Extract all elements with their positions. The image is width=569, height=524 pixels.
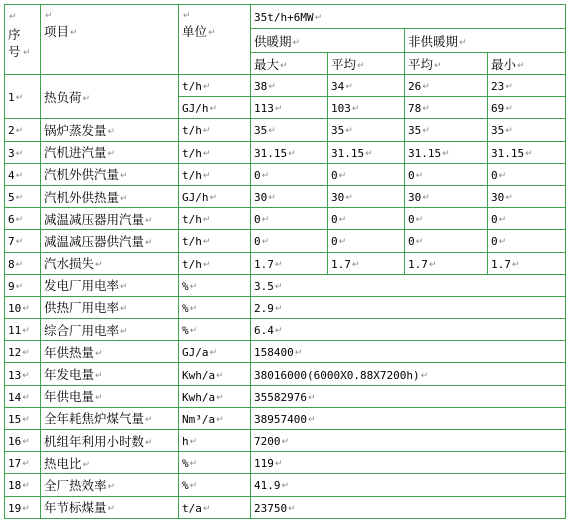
- row-item: 发电厂用电率: [44, 278, 120, 294]
- row-number-cell: 19↵: [5, 496, 41, 518]
- row-item-cell: 锅炉蒸发量↵: [41, 119, 179, 141]
- row-value-cell: 35↵: [251, 119, 328, 141]
- header-non-heating-period: 非供暖期↵: [405, 29, 566, 53]
- row-item-cell: 热负荷↵: [41, 75, 179, 119]
- row-item: 汽机进汽量: [44, 145, 107, 161]
- table-row: [5, 430, 566, 452]
- row-unit: Nm³/a: [182, 412, 216, 426]
- row-item: 减温减压器供汽量: [44, 233, 145, 249]
- row-item: 年节标煤量: [44, 500, 107, 516]
- row-unit-cell: Kwh/a↵: [179, 363, 251, 385]
- row-unit-cell: t/a↵: [179, 496, 251, 518]
- row-value: 6.4: [254, 324, 274, 338]
- row-unit: t/h: [182, 213, 202, 227]
- row-item-cell: 年供热量↵: [41, 341, 179, 363]
- row-unit-cell: %↵: [179, 274, 251, 296]
- row-unit-cell: t/h↵: [179, 119, 251, 141]
- row-value-cell: 41.9↵: [251, 474, 566, 496]
- header-seq: ↵ 序号 ↵: [5, 5, 41, 75]
- row-value-cell: 103↵: [328, 97, 405, 119]
- row-unit: %: [182, 301, 189, 315]
- row-value-cell: 1.7↵: [251, 252, 328, 274]
- row-value-cell: 0↵: [488, 163, 566, 185]
- row-unit: t/h: [182, 168, 202, 182]
- heating-period-label: 供暖期: [254, 33, 292, 49]
- row-value-cell: 31.15↵: [488, 141, 566, 163]
- row-value: 41.9: [254, 479, 281, 493]
- row-value-cell: 38↵: [251, 75, 328, 97]
- row-item: 热负荷: [44, 89, 82, 105]
- row-unit-cell: GJ/a↵: [179, 341, 251, 363]
- row-unit-cell: t/h↵: [179, 75, 251, 97]
- row-unit: %: [182, 457, 189, 471]
- row-value: 103: [331, 102, 351, 116]
- row-item-cell: 汽机进汽量↵: [41, 141, 179, 163]
- row-unit: GJ/h: [182, 191, 209, 205]
- row-item-cell: 综合厂用电率↵: [41, 319, 179, 341]
- row-value: 1.7: [491, 257, 511, 271]
- row-number: 3: [8, 146, 15, 160]
- row-unit: t/a: [182, 501, 202, 515]
- row-value-cell: 38016000(6000X0.88X7200h)↵: [251, 363, 566, 385]
- row-unit: Kwh/a: [182, 368, 216, 382]
- row-item: 供热厂用电率: [44, 300, 120, 316]
- row-item: 年供电量: [44, 389, 95, 405]
- row-number: 18: [8, 479, 22, 493]
- row-value: 35: [491, 124, 505, 138]
- table-row: [5, 452, 566, 474]
- row-value: 1.7: [331, 257, 351, 271]
- header-group-text: 35t/h+6MW: [254, 11, 314, 24]
- table-row: [5, 385, 566, 407]
- row-number-cell: 16↵: [5, 430, 41, 452]
- row-unit-cell: GJ/h↵: [179, 185, 251, 207]
- row-value: 0: [331, 213, 338, 227]
- row-value-cell: 0↵: [405, 230, 488, 252]
- header-heating-period: 供暖期↵: [251, 29, 405, 53]
- header-seq-text: 序号: [8, 27, 21, 59]
- table-row: [5, 230, 566, 252]
- row-unit-cell: Nm³/a↵: [179, 407, 251, 429]
- row-value: 35582976: [254, 390, 307, 404]
- row-number-cell: 13↵: [5, 363, 41, 385]
- row-value: 0: [331, 168, 338, 182]
- row-number-cell: 11↵: [5, 319, 41, 341]
- row-item-cell: 汽机外供汽量↵: [41, 163, 179, 185]
- row-number: 6: [8, 213, 15, 227]
- header-unit-text: 单位: [182, 24, 208, 39]
- row-value: 0: [254, 168, 261, 182]
- table-row: [5, 274, 566, 296]
- row-number-cell: 2↵: [5, 119, 41, 141]
- row-item: 汽水损失: [44, 256, 95, 272]
- row-value-cell: 2.9↵: [251, 296, 566, 318]
- row-value-cell: 35↵: [328, 119, 405, 141]
- table-row: [5, 496, 566, 518]
- row-number-cell: 6↵: [5, 208, 41, 230]
- row-value: 23: [491, 80, 505, 94]
- row-value-cell: 3.5↵: [251, 274, 566, 296]
- row-value-cell: 35↵: [405, 119, 488, 141]
- row-number: 15: [8, 412, 22, 426]
- row-value: 35: [331, 124, 345, 138]
- row-unit: %: [182, 324, 189, 338]
- row-number-cell: 5↵: [5, 185, 41, 207]
- row-unit: t/h: [182, 146, 202, 160]
- row-value-cell: 119↵: [251, 452, 566, 474]
- row-item-cell: 汽水损失↵: [41, 252, 179, 274]
- table-row: [5, 474, 566, 496]
- row-value: 26: [408, 80, 422, 94]
- row-number-cell: 4↵: [5, 163, 41, 185]
- table-row: [5, 341, 566, 363]
- row-value: 30: [254, 191, 268, 205]
- row-value-cell: 31.15↵: [405, 141, 488, 163]
- row-value-cell: 78↵: [405, 97, 488, 119]
- row-value: 0: [491, 235, 498, 249]
- row-item: 热电比: [44, 455, 82, 471]
- row-unit: t/h: [182, 124, 202, 138]
- row-value: 0: [408, 213, 415, 227]
- row-value: 0: [408, 168, 415, 182]
- row-item: 全年耗焦炉煤气量: [44, 411, 145, 427]
- row-value-cell: 0↵: [251, 230, 328, 252]
- row-unit: h: [182, 435, 189, 449]
- row-value-cell: 23↵: [488, 75, 566, 97]
- row-unit: %: [182, 279, 189, 293]
- row-item-cell: 汽机外供热量↵: [41, 185, 179, 207]
- row-unit: GJ/a: [182, 346, 209, 360]
- row-value: 0: [331, 235, 338, 249]
- row-value: 34: [331, 80, 345, 94]
- avg-label: 平均: [331, 56, 357, 72]
- row-number: 9: [8, 279, 15, 293]
- table-row: [5, 363, 566, 385]
- non-heating-period-label: 非供暖期: [408, 33, 459, 49]
- row-value: 0: [254, 213, 261, 227]
- row-value-cell: 0↵: [328, 208, 405, 230]
- row-unit-cell: %↵: [179, 296, 251, 318]
- row-number: 4: [8, 168, 15, 182]
- avg2-label: 平均: [408, 56, 434, 72]
- header-max: 最大↵: [251, 53, 328, 75]
- row-value: 30: [331, 191, 345, 205]
- header-group: 35t/h+6MW↵: [251, 5, 566, 29]
- max-label: 最大: [254, 56, 280, 72]
- row-unit-cell: %↵: [179, 452, 251, 474]
- row-number: 5: [8, 191, 15, 205]
- row-number-cell: 1↵: [5, 75, 41, 119]
- header-avg: 平均↵: [328, 53, 405, 75]
- row-unit-cell: GJ/h↵: [179, 97, 251, 119]
- row-unit-cell: t/h↵: [179, 230, 251, 252]
- row-value: 38: [254, 80, 268, 94]
- row-value: 30: [491, 191, 505, 205]
- row-item-cell: 供热厂用电率↵: [41, 296, 179, 318]
- row-value: 0: [254, 235, 261, 249]
- row-value-cell: 1.7↵: [488, 252, 566, 274]
- row-value-cell: 38957400↵: [251, 407, 566, 429]
- row-item: 综合厂用电率: [44, 322, 120, 338]
- row-number: 10: [8, 301, 22, 315]
- row-value-cell: 0↵: [488, 230, 566, 252]
- row-item: 减温减压器用汽量: [44, 211, 145, 227]
- row-number-cell: 15↵: [5, 407, 41, 429]
- row-value: 38016000(6000X0.88X7200h): [254, 368, 420, 382]
- table-row: [5, 208, 566, 230]
- row-value-cell: 35↵: [488, 119, 566, 141]
- row-unit: GJ/h: [182, 102, 209, 116]
- row-value-cell: 6.4↵: [251, 319, 566, 341]
- row-value: 119: [254, 457, 274, 471]
- row-value-cell: 31.15↵: [328, 141, 405, 163]
- row-number-cell: 8↵: [5, 252, 41, 274]
- row-number: 8: [8, 257, 15, 271]
- row-item: 锅炉蒸发量: [44, 122, 107, 138]
- row-value: 2.9: [254, 301, 274, 315]
- row-value: 35: [254, 124, 268, 138]
- row-number-cell: 7↵: [5, 230, 41, 252]
- row-value-cell: 0↵: [405, 163, 488, 185]
- row-item-cell: 机组年利用小时数↵: [41, 430, 179, 452]
- row-value: 69: [491, 102, 505, 116]
- row-value: 0: [491, 168, 498, 182]
- header-item: ↵ 项目↵: [41, 5, 179, 75]
- header-unit: ↵ 单位↵: [179, 5, 251, 75]
- table-row: [5, 119, 566, 141]
- row-unit-cell: t/h↵: [179, 208, 251, 230]
- row-value-cell: 26↵: [405, 75, 488, 97]
- row-value-cell: 31.15↵: [251, 141, 328, 163]
- row-value: 31.15: [254, 146, 288, 160]
- row-item-cell: 热电比↵: [41, 452, 179, 474]
- row-value-cell: 35582976↵: [251, 385, 566, 407]
- row-value-cell: 69↵: [488, 97, 566, 119]
- row-item: 汽机外供热量: [44, 189, 120, 205]
- row-unit-cell: t/h↵: [179, 163, 251, 185]
- row-value-cell: 0↵: [488, 208, 566, 230]
- row-value: 31.15: [331, 146, 365, 160]
- table-row: [5, 407, 566, 429]
- row-value-cell: 30↵: [405, 185, 488, 207]
- row-value-cell: 23750↵: [251, 496, 566, 518]
- row-item-cell: 发电厂用电率↵: [41, 274, 179, 296]
- row-value: 7200: [254, 435, 281, 449]
- row-value-cell: 113↵: [251, 97, 328, 119]
- row-unit-cell: t/h↵: [179, 141, 251, 163]
- row-number: 11: [8, 324, 22, 338]
- row-item: 全厂热效率: [44, 477, 107, 493]
- row-value-cell: 1.7↵: [328, 252, 405, 274]
- row-number: 7: [8, 235, 15, 249]
- row-value-cell: 7200↵: [251, 430, 566, 452]
- row-number-cell: 9↵: [5, 274, 41, 296]
- row-value-cell: 158400↵: [251, 341, 566, 363]
- row-value: 31.15: [408, 146, 442, 160]
- row-number: 14: [8, 390, 22, 404]
- min-label: 最小: [491, 56, 517, 72]
- row-value-cell: 0↵: [328, 163, 405, 185]
- row-value-cell: 30↵: [328, 185, 405, 207]
- row-value-cell: 30↵: [488, 185, 566, 207]
- row-unit: t/h: [182, 257, 202, 271]
- row-item: 年发电量: [44, 367, 95, 383]
- row-value-cell: 30↵: [251, 185, 328, 207]
- row-unit-cell: t/h↵: [179, 252, 251, 274]
- row-item: 汽机外供汽量: [44, 167, 120, 183]
- row-item: 年供热量: [44, 344, 95, 360]
- row-number: 19: [8, 501, 22, 515]
- row-number: 16: [8, 435, 22, 449]
- row-number-cell: 10↵: [5, 296, 41, 318]
- table-row: [5, 185, 566, 207]
- header-row-1: [5, 5, 566, 29]
- row-unit-cell: Kwh/a↵: [179, 385, 251, 407]
- row-value-cell: 0↵: [405, 208, 488, 230]
- row-value: 35: [408, 124, 422, 138]
- row-value: 1.7: [254, 257, 274, 271]
- row-unit: t/h: [182, 80, 202, 94]
- row-unit: %: [182, 479, 189, 493]
- row-value-cell: 0↵: [251, 208, 328, 230]
- row-value: 158400: [254, 346, 294, 360]
- table-row: [5, 252, 566, 274]
- row-unit: Kwh/a: [182, 390, 216, 404]
- table-row: [5, 319, 566, 341]
- row-value: 113: [254, 102, 274, 116]
- row-number-cell: 18↵: [5, 474, 41, 496]
- row-item-cell: 减温减压器供汽量↵: [41, 230, 179, 252]
- row-value: 23750: [254, 501, 288, 515]
- header-min: 最小↵: [488, 53, 566, 75]
- row-value-cell: 0↵: [251, 163, 328, 185]
- row-value: 30: [408, 191, 422, 205]
- row-number: 1: [8, 91, 15, 105]
- row-number: 12: [8, 346, 22, 360]
- row-number-cell: 17↵: [5, 452, 41, 474]
- row-value: 78: [408, 102, 422, 116]
- table-row: [5, 141, 566, 163]
- data-table: [4, 4, 566, 519]
- row-value: 0: [491, 213, 498, 227]
- table-row: [5, 75, 566, 97]
- row-value: 1.7: [408, 257, 428, 271]
- header-item-text: 项目: [44, 24, 70, 39]
- row-number-cell: 12↵: [5, 341, 41, 363]
- row-unit-cell: %↵: [179, 474, 251, 496]
- row-unit: t/h: [182, 235, 202, 249]
- row-number-cell: 3↵: [5, 141, 41, 163]
- row-item-cell: 减温减压器用汽量↵: [41, 208, 179, 230]
- row-number: 2: [8, 124, 15, 138]
- row-value: 3.5: [254, 279, 274, 293]
- row-value-cell: 34↵: [328, 75, 405, 97]
- table-row: [5, 163, 566, 185]
- row-number: 17: [8, 457, 22, 471]
- row-item-cell: 年发电量↵: [41, 363, 179, 385]
- header-avg2: 平均↵: [405, 53, 488, 75]
- row-value-cell: 1.7↵: [405, 252, 488, 274]
- row-number-cell: 14↵: [5, 385, 41, 407]
- row-item: 机组年利用小时数: [44, 433, 145, 449]
- row-value: 0: [408, 235, 415, 249]
- row-value: 31.15: [491, 146, 525, 160]
- row-unit-cell: h↵: [179, 430, 251, 452]
- row-value-cell: 0↵: [328, 230, 405, 252]
- row-value: 38957400: [254, 412, 307, 426]
- row-unit-cell: %↵: [179, 319, 251, 341]
- table-row: [5, 296, 566, 318]
- row-number: 13: [8, 368, 22, 382]
- row-item-cell: 年节标煤量↵: [41, 496, 179, 518]
- row-item-cell: 全年耗焦炉煤气量↵: [41, 407, 179, 429]
- row-item-cell: 年供电量↵: [41, 385, 179, 407]
- row-item-cell: 全厂热效率↵: [41, 474, 179, 496]
